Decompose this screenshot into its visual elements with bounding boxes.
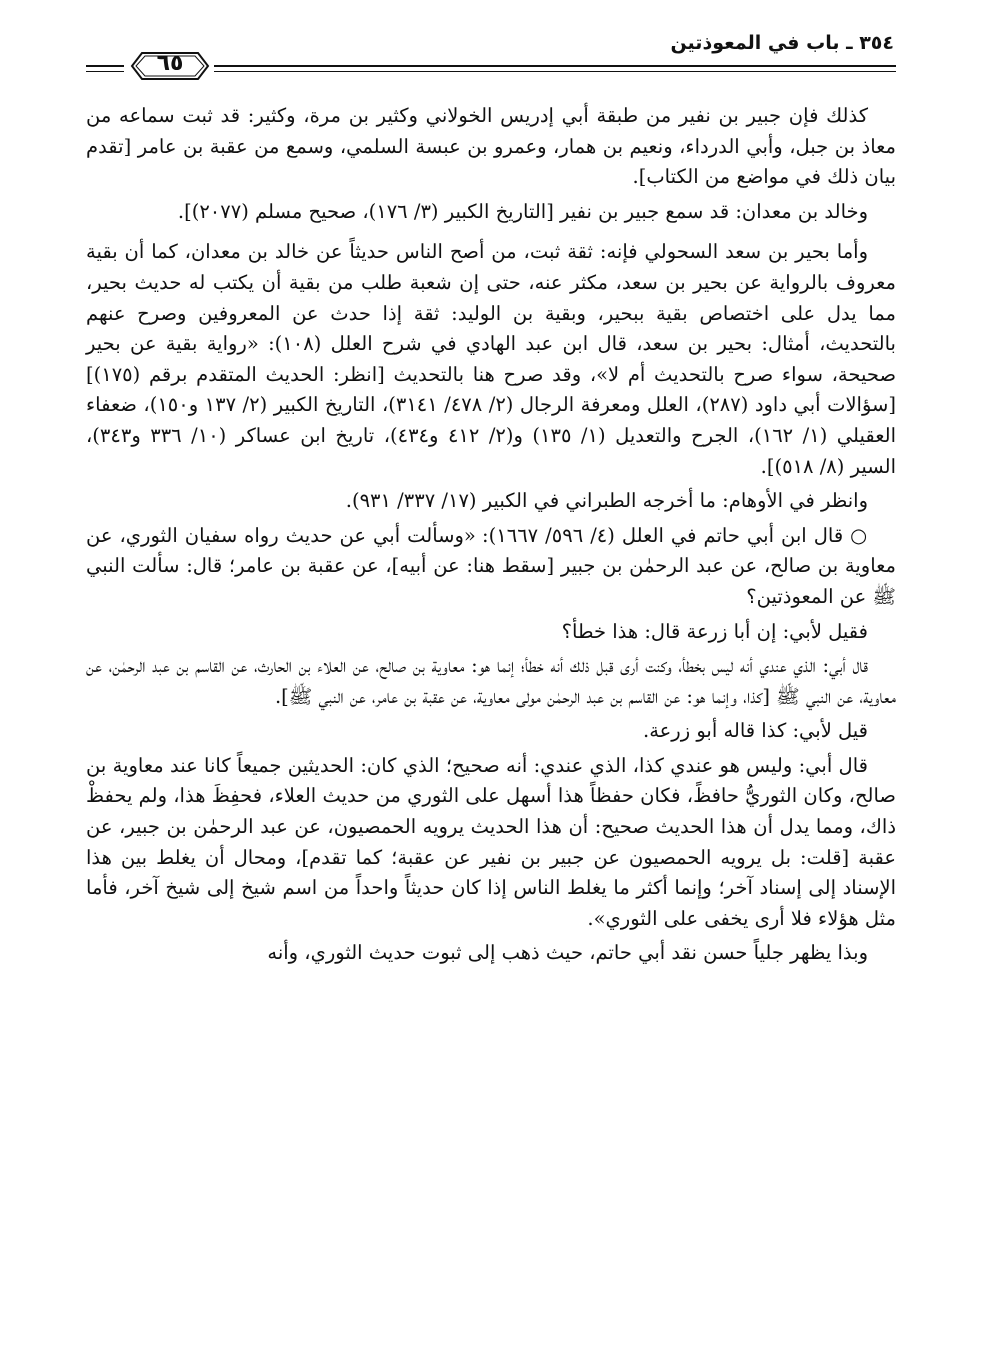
paragraph-5: ○ قال ابن أبي حاتم في العلل (٤/ ٥٩٦/ ١٦٦٧): «وسألت أبي عن حديث رواه سفيان الثوري، عن معاوية بن صالح، عن عبد الرحمٰن بن جبير [سقط هنا: عن أبيه]، عن عقبة بن عامر؛ قال: سألت النبي ﷺ عن المعوذتين؟ — [86, 523, 896, 608]
paragraph-8: قيل لأبي: كذا قاله أبو زرعة. — [643, 719, 868, 743]
paragraph-9: قال أبي: وليس هو عندي كذا، الذي عندي: أنه صحيح؛ الذي كان: الحديثين جميعاً كانا عند معاوية بن صالح، وكان الثوريُّ حافظً، فكان حفظاً هذا أسهل على الثوري من حديث العلاء، فحفِظَ هذا، ولم يحفظْ ذاك، ومما يدل أن هذا الحديث صحيح: أن هذا الحديث يرويه الحمصيون، عن عبد الرحمٰن بن جبير، عن عقبة [قلت: بل يرويه الحمصيون عن جبير بن نفير عن عقبة؛ كما تقدم]، ومحال أن يغلط بين هذا الإسناد إلى إسناد آخر؛ وإنما أكثر ما يغلط الناس إذا كان حديثاً واحداً من اسم شيخ إلى شيخ آخر، فأما مثل هؤلاء فلا أرى يخفى على الثوري». — [86, 753, 896, 930]
header-rule — [214, 65, 896, 72]
page-number-badge — [130, 49, 210, 83]
paragraph-2: وخالد بن معدان: قد سمع جبير بن نفير [التاريخ الكبير (٣/ ١٧٦)، صحيح مسلم (٢٠٧٧)]. — [177, 199, 868, 223]
page-body — [86, 101, 896, 969]
paragraph-3: وأما بحير بن سعد السحولي فإنه: ثقة ثبت، من أصح الناس حديثاً عن خالد بن معدان، كما أن بقية معروف بالرواية عن بحير بن سعد، مكثر عنه، حتى إن شعبة طلب من بقية أن يكتب له حديث بحير، مما يدل على اختصاص بقية ببحير، وبقية بن الوليد: ثقة إذا حدث عن المعروفين وصرح عنهم بالتحديث، أمثال: بحير بن سعد، قال ابن عبد الهادي في شرح العلل (١٠٨): «رواية بقية عن بحير صحيحة، سواء صرح بالتحديث أم لا»، وقد صرح هنا بالتحديث [انظر: الحديث المتقدم برقم (١٧٥)] [سؤالات أبي داود (٢٨٧)، العلل ومعرفة الرجال (٢/ ٤٧٨/ ٣١٤١)، التاريخ الكبير (٢/ ١٣٧ و١٥٠)، ضعفاء العقيلي (١/ ١٦٢)، الجرح والتعديل (١/ ١٣٥) و(٢/ ٤١٢ و٤٣٤)، تاريخ ابن عساكر (١٠/ ٣٣٦ و٣٤٣)، السير (٨/ ٥١٨)]. — [86, 240, 897, 478]
header-rule-short — [86, 65, 124, 72]
running-title: ٣٥٤ ـ باب في المعوذتين — [670, 32, 894, 54]
page-number: ٦٥ — [156, 51, 184, 76]
paragraph-10: وبذا يظهر جلياً حسن نقد أبي حاتم، حيث ذهب إلى ثبوت حديث الثوري، وأنه — [267, 941, 868, 965]
page-header — [86, 30, 896, 86]
paragraph-7: قال أبي: الذي عندي أنه ليس بخطأ، وكنت أرى قبل ذلك أنه خطأ؛ إنما هو: معاوية بن صالح، عن العلاء بن الحارث، عن القاسم بن عبد الرحمٰن، عن معاوية، عن النبي ﷺ [كذا، وإنما هو: عن القاسم بن عبد الرحمٰن مولى معاوية، عن عقبة بن عامر، عن النبي ﷺ]. — [86, 654, 896, 708]
paragraph-4: وانظر في الأوهام: ما أخرجه الطبراني في الكبير (١٧/ ٣٣٧/ ٩٣١). — [345, 489, 868, 513]
paragraph-6: فقيل لأبي: إن أبا زرعة قال: هذا خطأ؟ — [561, 619, 868, 643]
book-page — [86, 30, 896, 1330]
paragraph-1: كذلك فإن جبير بن نفير من طبقة أبي إدريس الخولاني وكثير بن مرة، وكثير: قد ثبت سماعه من معاذ بن جبل، وأبي الدرداء، ونعيم بن همار، وعمرو بن عبسة السلمي، وسمع من عقبة بن عامر [تقدم بيان ذلك في مواضع من الكتاب]. — [86, 104, 896, 189]
